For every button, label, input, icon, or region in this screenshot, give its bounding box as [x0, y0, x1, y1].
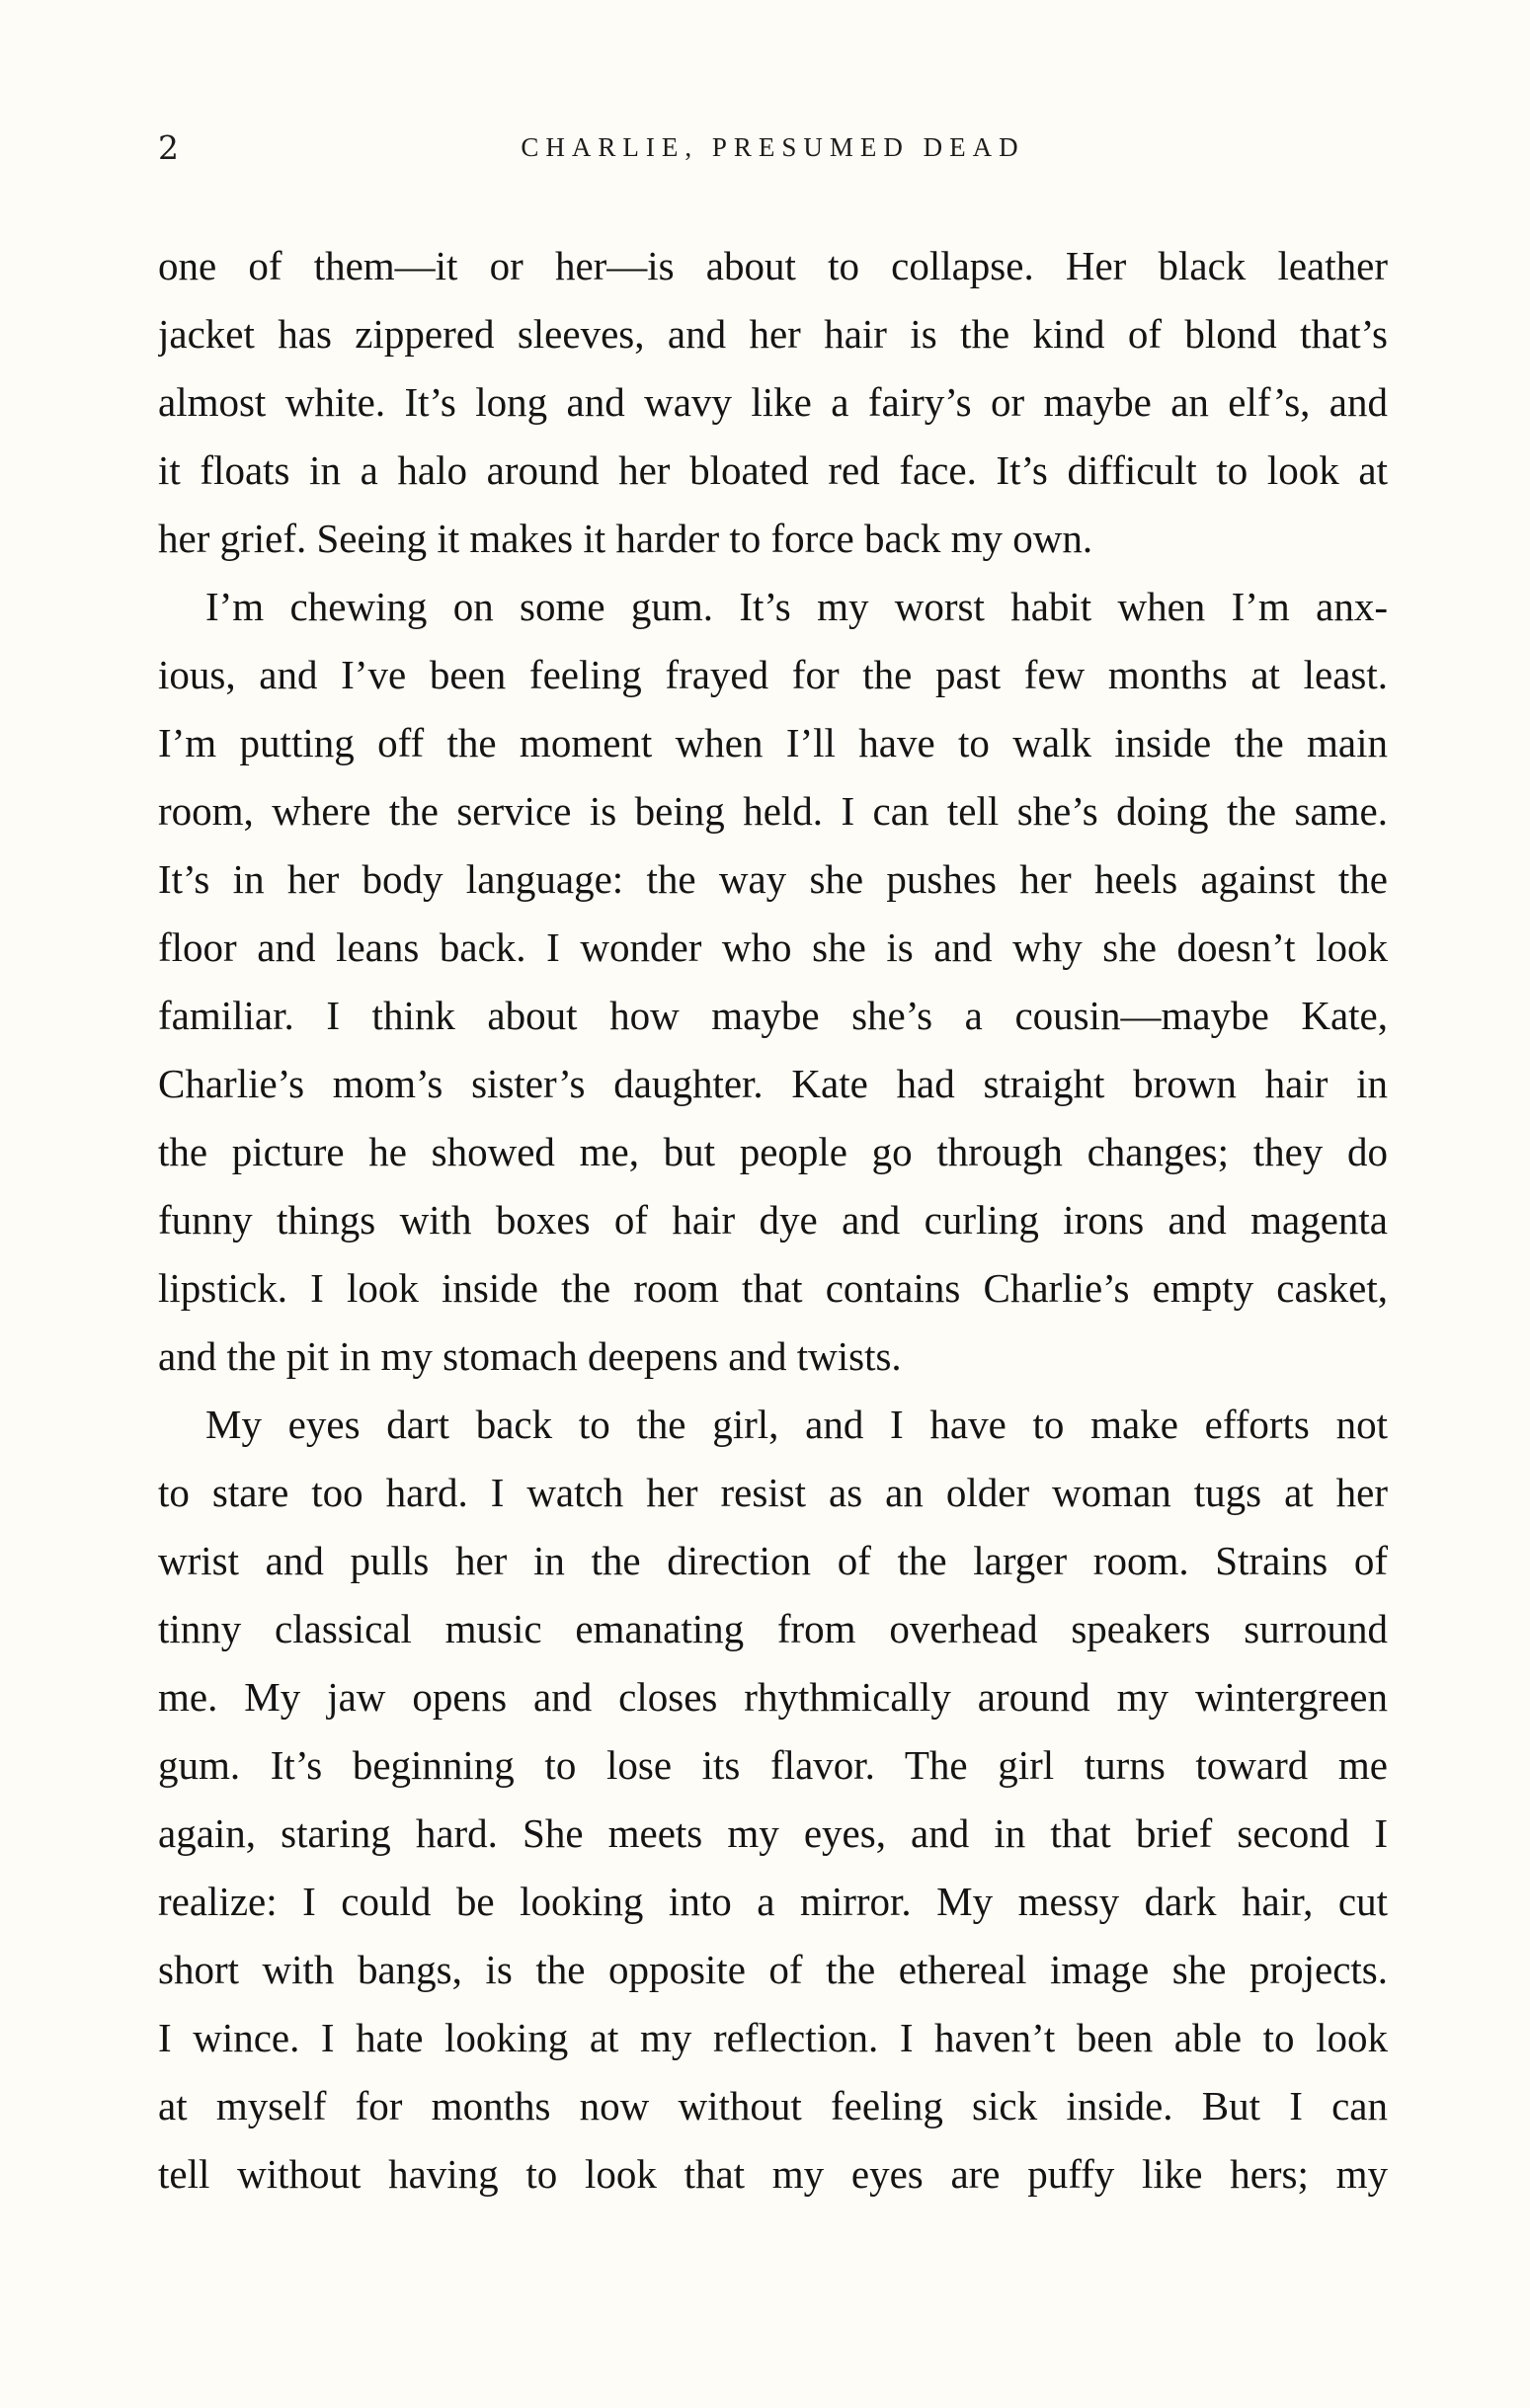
text-line: realize: I could be looking into a mirror. My messy dark hair, cut: [158, 1879, 1388, 1924]
text-line: I’m putting off the moment when I’ll have to walk inside the main: [158, 720, 1388, 765]
paragraph: [158, 232, 1388, 573]
text-line: short with bangs, is the opposite of the ethereal image she projects.: [158, 1947, 1388, 1992]
text-line: it floats in a halo around her bloated red face. It’s difficult to look at: [158, 447, 1388, 493]
text-line: almost white. It’s long and wavy like a fairy’s or maybe an elf’s, and: [158, 379, 1388, 425]
text-line: the picture he showed me, but people go through changes; they do: [158, 1129, 1388, 1174]
text-line: room, where the service is being held. I can tell she’s doing the same.: [158, 788, 1388, 834]
text-line: floor and leans back. I wonder who she is and why she doesn’t look: [158, 924, 1388, 970]
text-line: It’s in her body language: the way she pushes her heels against the: [158, 856, 1388, 902]
text-line: jacket has zippered sleeves, and her hair is the kind of blond that’s: [158, 311, 1388, 357]
text-line: Charlie’s mom’s sister’s daughter. Kate had straight brown hair in: [158, 1061, 1388, 1106]
body-text: [158, 232, 1388, 2208]
page-header: [158, 128, 1388, 176]
text-line: again, staring hard. She meets my eyes, and in that brief second I: [158, 1810, 1388, 1856]
text-line: I wince. I hate looking at my reflection. I haven’t been able to look: [158, 2015, 1388, 2060]
text-line: familiar. I think about how maybe she’s a cousin—maybe Kate,: [158, 993, 1388, 1038]
text-line: tell without having to look that my eyes are puffy like hers; my: [158, 2151, 1388, 2197]
text-line: to stare too hard. I watch her resist as an older woman tugs at her: [158, 1470, 1388, 1515]
page-number: 2: [158, 128, 179, 167]
text-line: and the pit in my stomach deepens and twists.: [158, 1333, 902, 1379]
text-line: gum. It’s beginning to lose its flavor. The girl turns toward me: [158, 1742, 1388, 1788]
text-line: lipstick. I look inside the room that contains Charlie’s empty casket,: [158, 1265, 1388, 1311]
text-line: me. My jaw opens and closes rhythmically around my wintergreen: [158, 1674, 1388, 1720]
text-line: funny things with boxes of hair dye and curling irons and magenta: [158, 1197, 1388, 1243]
text-line: wrist and pulls her in the direction of the larger room. Strains of: [158, 1538, 1388, 1583]
text-line: I’m chewing on some gum. It’s my worst habit when I’m anx-: [205, 584, 1388, 629]
text-line: at myself for months now without feeling sick inside. But I can: [158, 2083, 1388, 2128]
text-line: her grief. Seeing it makes it harder to force back my own.: [158, 516, 1093, 561]
paragraph: [158, 573, 1388, 1391]
text-line: My eyes dart back to the girl, and I have to make efforts not: [205, 1402, 1388, 1447]
text-line: tinny classical music emanating from overhead speakers surround: [158, 1606, 1388, 1651]
paragraph: [158, 1391, 1388, 2208]
text-line: ious, and I’ve been feeling frayed for the past few months at least.: [158, 652, 1388, 697]
running-head: CHARLIE, PRESUMED DEAD: [521, 132, 1025, 162]
text-line: one of them—it or her—is about to collapse. Her black leather: [158, 243, 1388, 288]
